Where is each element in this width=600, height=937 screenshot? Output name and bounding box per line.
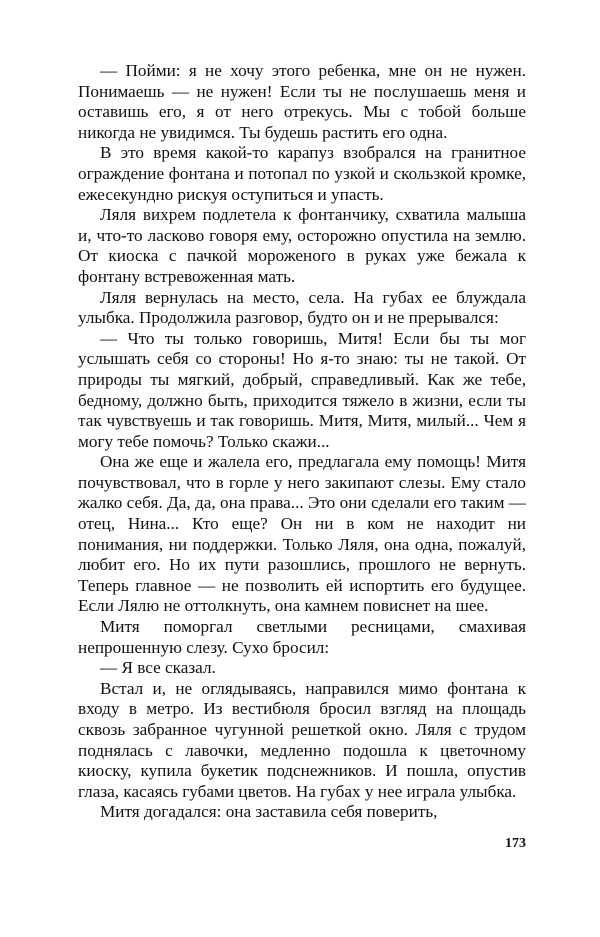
page-number: 173	[505, 836, 526, 851]
paragraph: Ляля вернулась на место, села. На губах ее блуждала улыбка. Продолжила разговор, будто он и не прерывался:	[78, 287, 526, 328]
paragraph: — Что ты только говоришь, Митя! Если бы ты мог услышать себя со стороны! Но я-то знаю: ты не такой. От природы ты мягкий, добрый, справедливый. Как же тебе, бедному, должно быть, приходится тяжело в жизни, если ты так чувствуешь и так говоришь. Митя, Митя, милый... Чем я могу тебе помочь? Только скажи...	[78, 328, 526, 451]
body-text	[78, 61, 526, 823]
paragraph: — Пойми: я не хочу этого ребенка, мне он не нужен. Понимаешь — не нужен! Если ты не послушаешь меня и оставишь его, я от него отрекусь. Мы с тобой больше никогда не увидимся. Ты будешь растить его одна.	[78, 61, 526, 142]
paragraph: В это время какой-то карапуз взобрался на гранитное ограждение фонтана и потопал по узкой и скользкой кромке, ежесекундно рискуя оступиться и упасть.	[78, 143, 526, 204]
paragraph: — Я все сказал.	[100, 658, 216, 678]
paragraph: Митя догадался: она заставила себя поверить,	[100, 802, 438, 822]
paragraph: Ляля вихрем подлетела к фонтанчику, схватила малыша и, что-то ласково говоря ему, осторожно опустила на землю. От киоска с пачкой мороженого в руках уже бежала к фонтану встревоженная мать.	[78, 205, 526, 286]
paragraph: Встал и, не оглядываясь, направился мимо фонтана к входу в метро. Из вестибюля бросил взгляд на площадь сквозь забранное чугунной решеткой окно. Ляля с трудом поднялась с лавочки, медленно подошла к цветочному киоску, купила букетик подснежников. И пошла, опустив глаза, касаясь губами цветов. На губах у нее играла улыбка.	[78, 678, 526, 801]
paragraph: Митя поморгал светлыми ресницами, смахивая непрошенную слезу. Сухо бросил:	[78, 617, 526, 657]
paragraph: Она же еще и жалела его, предлагала ему помощь! Митя почувствовал, что в горле у него закипают слезы. Ему стало жалко себя. Да, да, она права... Это они сделали его таким — отец, Нина... Кто еще? Он ни в ком не находит ни понимания, ни поддержки. Только Ляля, она одна, пожалуй, любит его. Но их пути разошлись, прошлого не вернуть. Теперь главное — не позволить ей испортить его будущее. Если Лялю не оттолкнуть, она камнем повиснет на шее.	[78, 452, 526, 616]
